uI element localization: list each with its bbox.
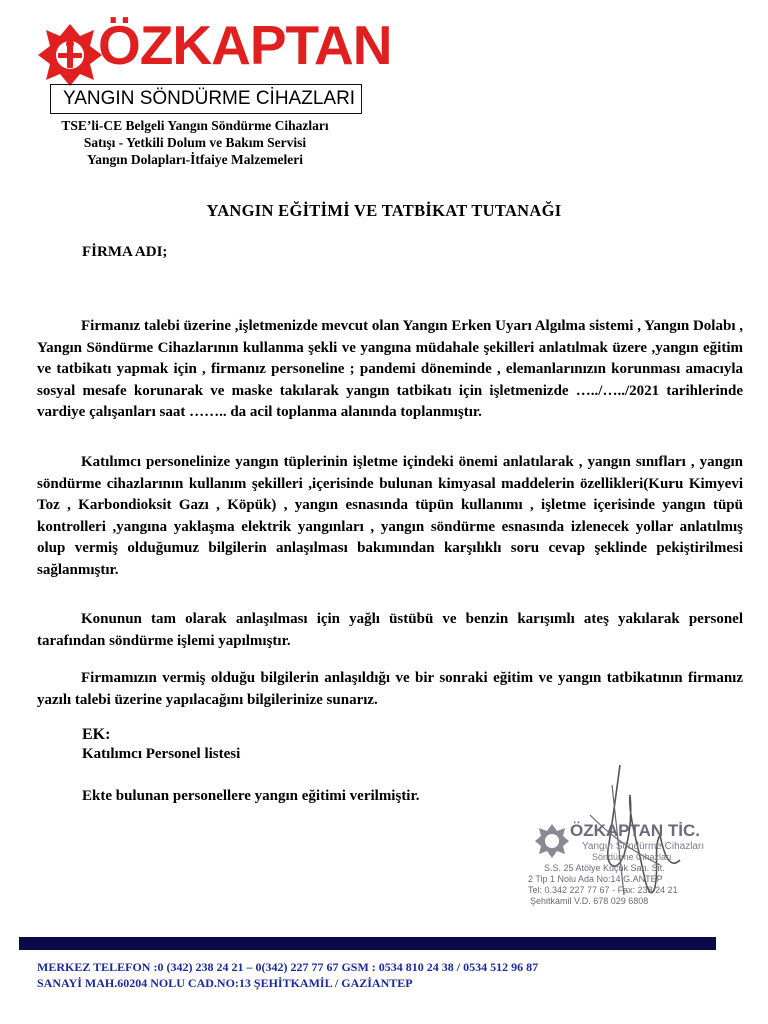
stamp-emblem-icon <box>534 823 570 859</box>
paragraph-intro: Firmanız talebi üzerine ,işletmenizde mevcut olan Yangın Erken Uyarı Algılma sistemi , Yangın Dolabı , Yangın Söndürme Cihazlarının kullanma şekli ve yangına müdahale şekilleri anlatılmak üzere ,yangın eğitim ve tatbikatı yapmak için , firmanız personeline ; pandemi döneminde , elemanlarınızın korunması amacıyla sosyal mesafe korunarak ve maske takılarak yangın tatbikatı için işletmenizde …../…../2021 tarihlerinde vardiye çalışanları saat …….. da acil toplanma alanında toplanmıştır. <box>37 318 743 420</box>
brand-logo-text: ÖZKAPTAN <box>98 14 392 76</box>
stamp-company-name: ÖZKAPTAN TİC. <box>570 821 701 840</box>
paragraph-closing: Firmamızın vermiş olduğu bilgilerin anlaşıldığı ve bir sonraki eğitim ve yangın tatbikatının firmanız yazılı talebi üzerine yapılacağını bilgilerinize sunarız. <box>37 670 743 708</box>
stamp-line-7: Şehitkamil V.D. 678 029 6808 <box>530 896 649 906</box>
footer-divider <box>19 937 716 950</box>
attachment-item: Katılımcı Personel listesi <box>82 746 241 762</box>
tagline-3: Yangın Dolapları-İtfaiye Malzemeleri <box>87 152 303 167</box>
company-stamp <box>520 755 745 915</box>
stamp-line-5: 2 Tip 1 Nolu Ada No:14 G.ANTEP <box>528 874 663 884</box>
fire-department-emblem-icon <box>36 22 104 88</box>
paragraph-training-content: Katılımcı personelinize yangın tüplerinin işletme içindeki önemi anlatılarak , yangın sınıfları , yangın söndürme cihazlarının kullanım şekilleri ,içerisinde bulunan kimyasal maddelerin özellikleri(Kuru Kimyevi Toz , Karbondioksit Gazı , Köpük) , yangın esnasında tüpün kullanımı , işletme içerisinde yangın tüpü kontrolleri ,yangına yaklaşma elektrik yangınları , yangın söndürme esnasında izlenecek yollar anlatılmış olup vermiş olduğumuz bilgilerin anlaşılması bakımından karşılıklı soru cevap şeklinde pekiştirilmesi sağlanmıştır. <box>37 454 743 578</box>
brand-subtitle: YANGIN SÖNDÜRME CİHAZLARI <box>50 84 362 114</box>
tagline-2: Satışı - Yetkili Dolum ve Bakım Servisi <box>83 135 307 150</box>
stamp-line-4: S.S. 25 Atölye Küçük San. Sit. <box>544 863 665 873</box>
footer-phones: MERKEZ TELEFON :0 (342) 238 24 21 – 0(342) 227 77 67 GSM : 0534 810 24 38 / 0534 512 96 87 <box>37 960 539 974</box>
footer-address: SANAYİ MAH.60204 NOLU CAD.NO:13 ŞEHİTKAMİL / GAZİANTEP <box>37 976 413 990</box>
attachment-note: Ekte bulunan personellere yangın eğitimi verilmiştir. <box>82 788 420 804</box>
stamp-line-6: Tel: 0.342 227 77 67 - Fax: 238 24 21 <box>528 885 678 895</box>
attachment-label: EK: <box>82 726 111 743</box>
stamp-line-2: Yangın Söndürme Cihazları <box>582 841 705 852</box>
company-name-label: FİRMA ADI; <box>82 244 168 260</box>
tagline-1: TSE’li-CE Belgeli Yangın Söndürme Cihazları <box>61 118 329 133</box>
document-title: YANGIN EĞİTİMİ VE TATBİKAT TUTANAĞI <box>206 201 562 220</box>
stamp-line-3: Söndürme Cihazları <box>592 852 672 862</box>
paragraph-fire-drill: Konunun tam olarak anlaşılması için yağlı üstübü ve benzin karışımlı ateş yakılarak personel tarafından söndürme işlemi yapılmıştır. <box>37 611 743 649</box>
